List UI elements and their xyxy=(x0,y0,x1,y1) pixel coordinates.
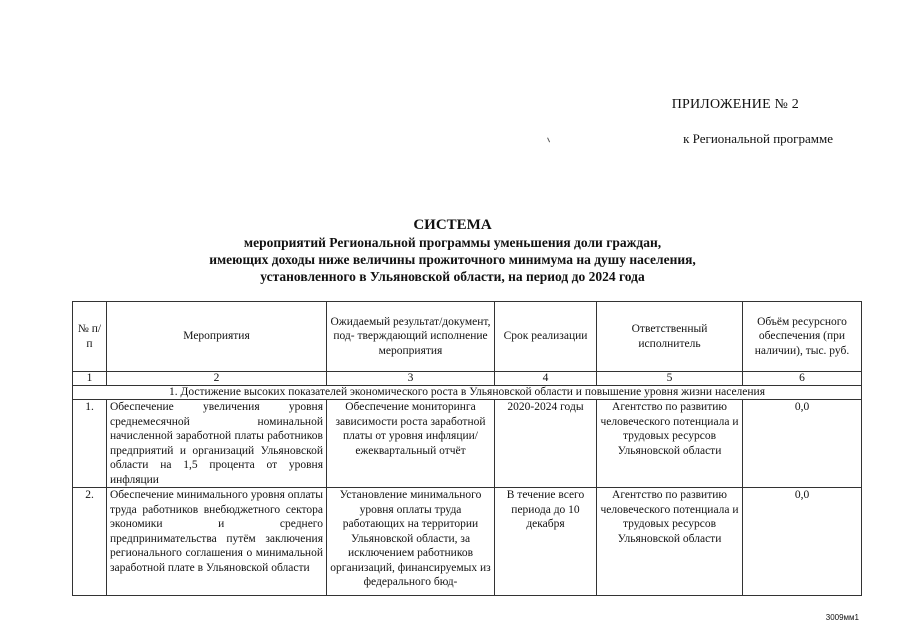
section-title: 1. Достижение высоких показателей экономического роста в Ульяновской области и повышение уровня жизни населения xyxy=(73,386,862,400)
row-funding: 0,0 xyxy=(743,488,862,596)
row-term: 2020-2024 годы xyxy=(495,400,597,488)
header-row xyxy=(73,302,862,372)
table-row xyxy=(73,488,862,596)
footer-code: 3009мм1 xyxy=(825,613,859,622)
row-event: Обеспечение увеличения уровня среднемесячной номинальной начисленной заработной платы работников предприятий и организаций Ульяновской области на 1,5 процента от уровня инфляции xyxy=(107,400,327,488)
column-number: 4 xyxy=(495,372,597,386)
header-term: Срок реализации xyxy=(495,302,597,372)
table-row xyxy=(73,400,862,488)
header-number: № п/п xyxy=(73,302,107,372)
annex-title: ПРИЛОЖЕНИЕ № 2 xyxy=(671,97,799,112)
column-number: 5 xyxy=(597,372,743,386)
column-number: 6 xyxy=(743,372,862,386)
title-line-3: установленного в Ульяновской области, на период до 2024 года xyxy=(260,269,645,284)
header-event: Мероприятия xyxy=(107,302,327,372)
column-number-row xyxy=(73,372,862,386)
header-result: Ожидаемый результат/документ, под- тверждающий исполнение мероприятия xyxy=(327,302,495,372)
row-number: 1. xyxy=(73,400,107,488)
annex-subtitle: к Региональной программе xyxy=(683,131,833,146)
column-number: 2 xyxy=(107,372,327,386)
document-title xyxy=(0,216,905,285)
section-row xyxy=(73,386,862,400)
row-executor: Агентство по развитию человеческого потенциала и трудовых ресурсов Ульяновской области xyxy=(597,488,743,596)
title-line-2: имеющих доходы ниже величины прожиточного минимума на душу населения, xyxy=(209,252,696,267)
title-line-1: мероприятий Региональной программы уменьшения доли граждан, xyxy=(243,235,662,250)
row-number: 2. xyxy=(73,488,107,596)
column-number: 1 xyxy=(73,372,107,386)
row-executor: Агентство по развитию человеческого потенциала и трудовых ресурсов Ульяновской области xyxy=(597,400,743,488)
scan-mark xyxy=(547,137,552,143)
row-result: Обеспечение мониторинга зависимости роста заработной платы от уровня инфляции/ежеквартальный отчёт xyxy=(327,400,495,488)
header-executor: Ответственный исполнитель xyxy=(597,302,743,372)
header-funding: Объём ресурсного обеспечения (при наличии), тыс. руб. xyxy=(743,302,862,372)
title-main: СИСТЕМА xyxy=(413,217,492,233)
measures-table xyxy=(72,301,862,596)
column-number: 3 xyxy=(327,372,495,386)
row-result: Установление минимального уровня оплаты труда работающих на территории Ульяновской области, за исключением работников организаций, финансируемых из федерального бюд- xyxy=(327,488,495,596)
row-term: В течение всего периода до 10 декабря xyxy=(495,488,597,596)
row-funding: 0,0 xyxy=(743,400,862,488)
row-event: Обеспечение минимального уровня оплаты труда работников внебюджетного сектора экономики и среднего предпринимательства путём заключения регионального соглашения о минимальной заработной плате в Ульяновской области xyxy=(107,488,327,596)
